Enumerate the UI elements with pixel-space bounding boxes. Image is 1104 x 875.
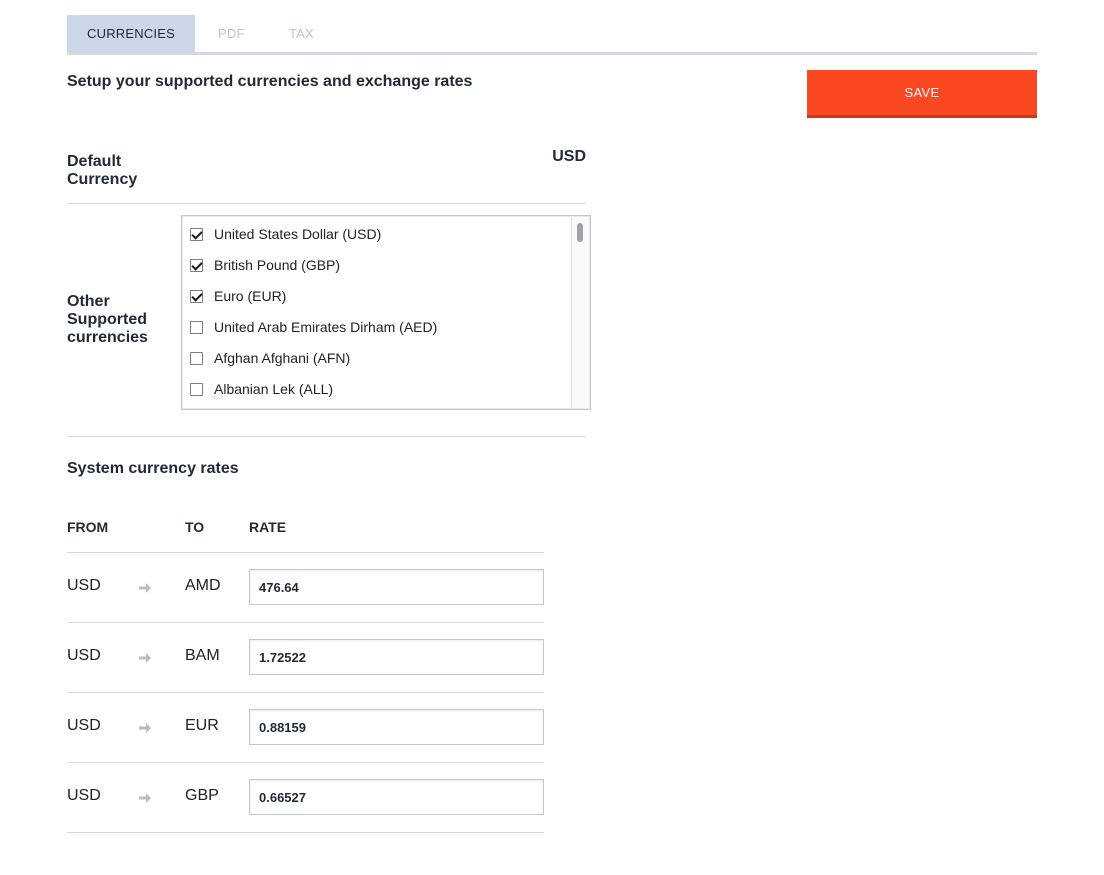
default-currency-label: Default Currency: [67, 153, 138, 188]
other-currencies-label: Other Supported currencies: [67, 293, 148, 346]
rate-input[interactable]: [249, 709, 544, 745]
rate-row: [67, 623, 544, 693]
column-header-rate: RATE: [249, 519, 287, 535]
checkbox[interactable]: [190, 321, 203, 334]
scrollbar-thumb[interactable]: [577, 223, 583, 242]
divider: [67, 832, 544, 833]
column-header-from: FROM: [67, 519, 109, 535]
currency-option-label: United Arab Emirates Dirham (AED): [214, 319, 438, 335]
currency-option[interactable]: [190, 317, 437, 337]
currency-option[interactable]: [190, 348, 350, 368]
currency-option[interactable]: [190, 224, 381, 244]
currency-option-label: Albanian Lek (ALL): [214, 381, 334, 397]
arrow-right-icon: [137, 580, 153, 596]
rates-title: System currency rates: [67, 460, 239, 477]
rate-to: EUR: [185, 717, 219, 734]
rate-input[interactable]: [249, 639, 544, 675]
rate-row: [67, 693, 544, 763]
currency-option[interactable]: [190, 255, 340, 275]
currency-option-label: Afghan Afghani (AFN): [214, 350, 351, 366]
rate-to: BAM: [185, 647, 220, 664]
arrow-right-icon: [137, 650, 153, 666]
currency-option-label: Euro (EUR): [214, 288, 287, 304]
tab-pdf[interactable]: PDF: [218, 26, 245, 41]
checkbox[interactable]: [190, 290, 203, 303]
rate-row: [67, 763, 544, 833]
divider: [67, 203, 586, 204]
currency-option[interactable]: [190, 286, 286, 306]
rate-from: USD: [67, 787, 101, 804]
save-button[interactable]: SAVE: [807, 70, 1037, 118]
tab-currencies[interactable]: CURRENCIES: [67, 15, 195, 52]
currency-option-label: British Pound (GBP): [214, 257, 341, 273]
default-currency-value: USD: [552, 148, 586, 165]
rate-from: USD: [67, 647, 101, 664]
tab-tax[interactable]: TAX: [289, 26, 314, 41]
arrow-right-icon: [137, 790, 153, 806]
column-header-to: TO: [185, 519, 205, 535]
rate-to: GBP: [185, 787, 219, 804]
currency-checkbox-list[interactable]: [181, 215, 591, 410]
rate-input[interactable]: [249, 569, 544, 605]
checkbox[interactable]: [190, 259, 203, 272]
rate-from: USD: [67, 717, 101, 734]
currency-option[interactable]: [190, 379, 333, 399]
rate-to: AMD: [185, 577, 221, 594]
checkbox[interactable]: [190, 228, 203, 241]
checkbox[interactable]: [190, 352, 203, 365]
arrow-right-icon: [137, 720, 153, 736]
page-heading: Setup your supported currencies and exchange rates: [67, 73, 473, 90]
rate-from: USD: [67, 577, 101, 594]
rate-input[interactable]: [249, 779, 544, 815]
scrollbar[interactable]: [571, 217, 589, 408]
rate-row: [67, 553, 544, 623]
checkbox[interactable]: [190, 383, 203, 396]
currency-option-label: United States Dollar (USD): [214, 226, 382, 242]
divider: [67, 436, 586, 437]
tab-bar: [67, 15, 1037, 55]
